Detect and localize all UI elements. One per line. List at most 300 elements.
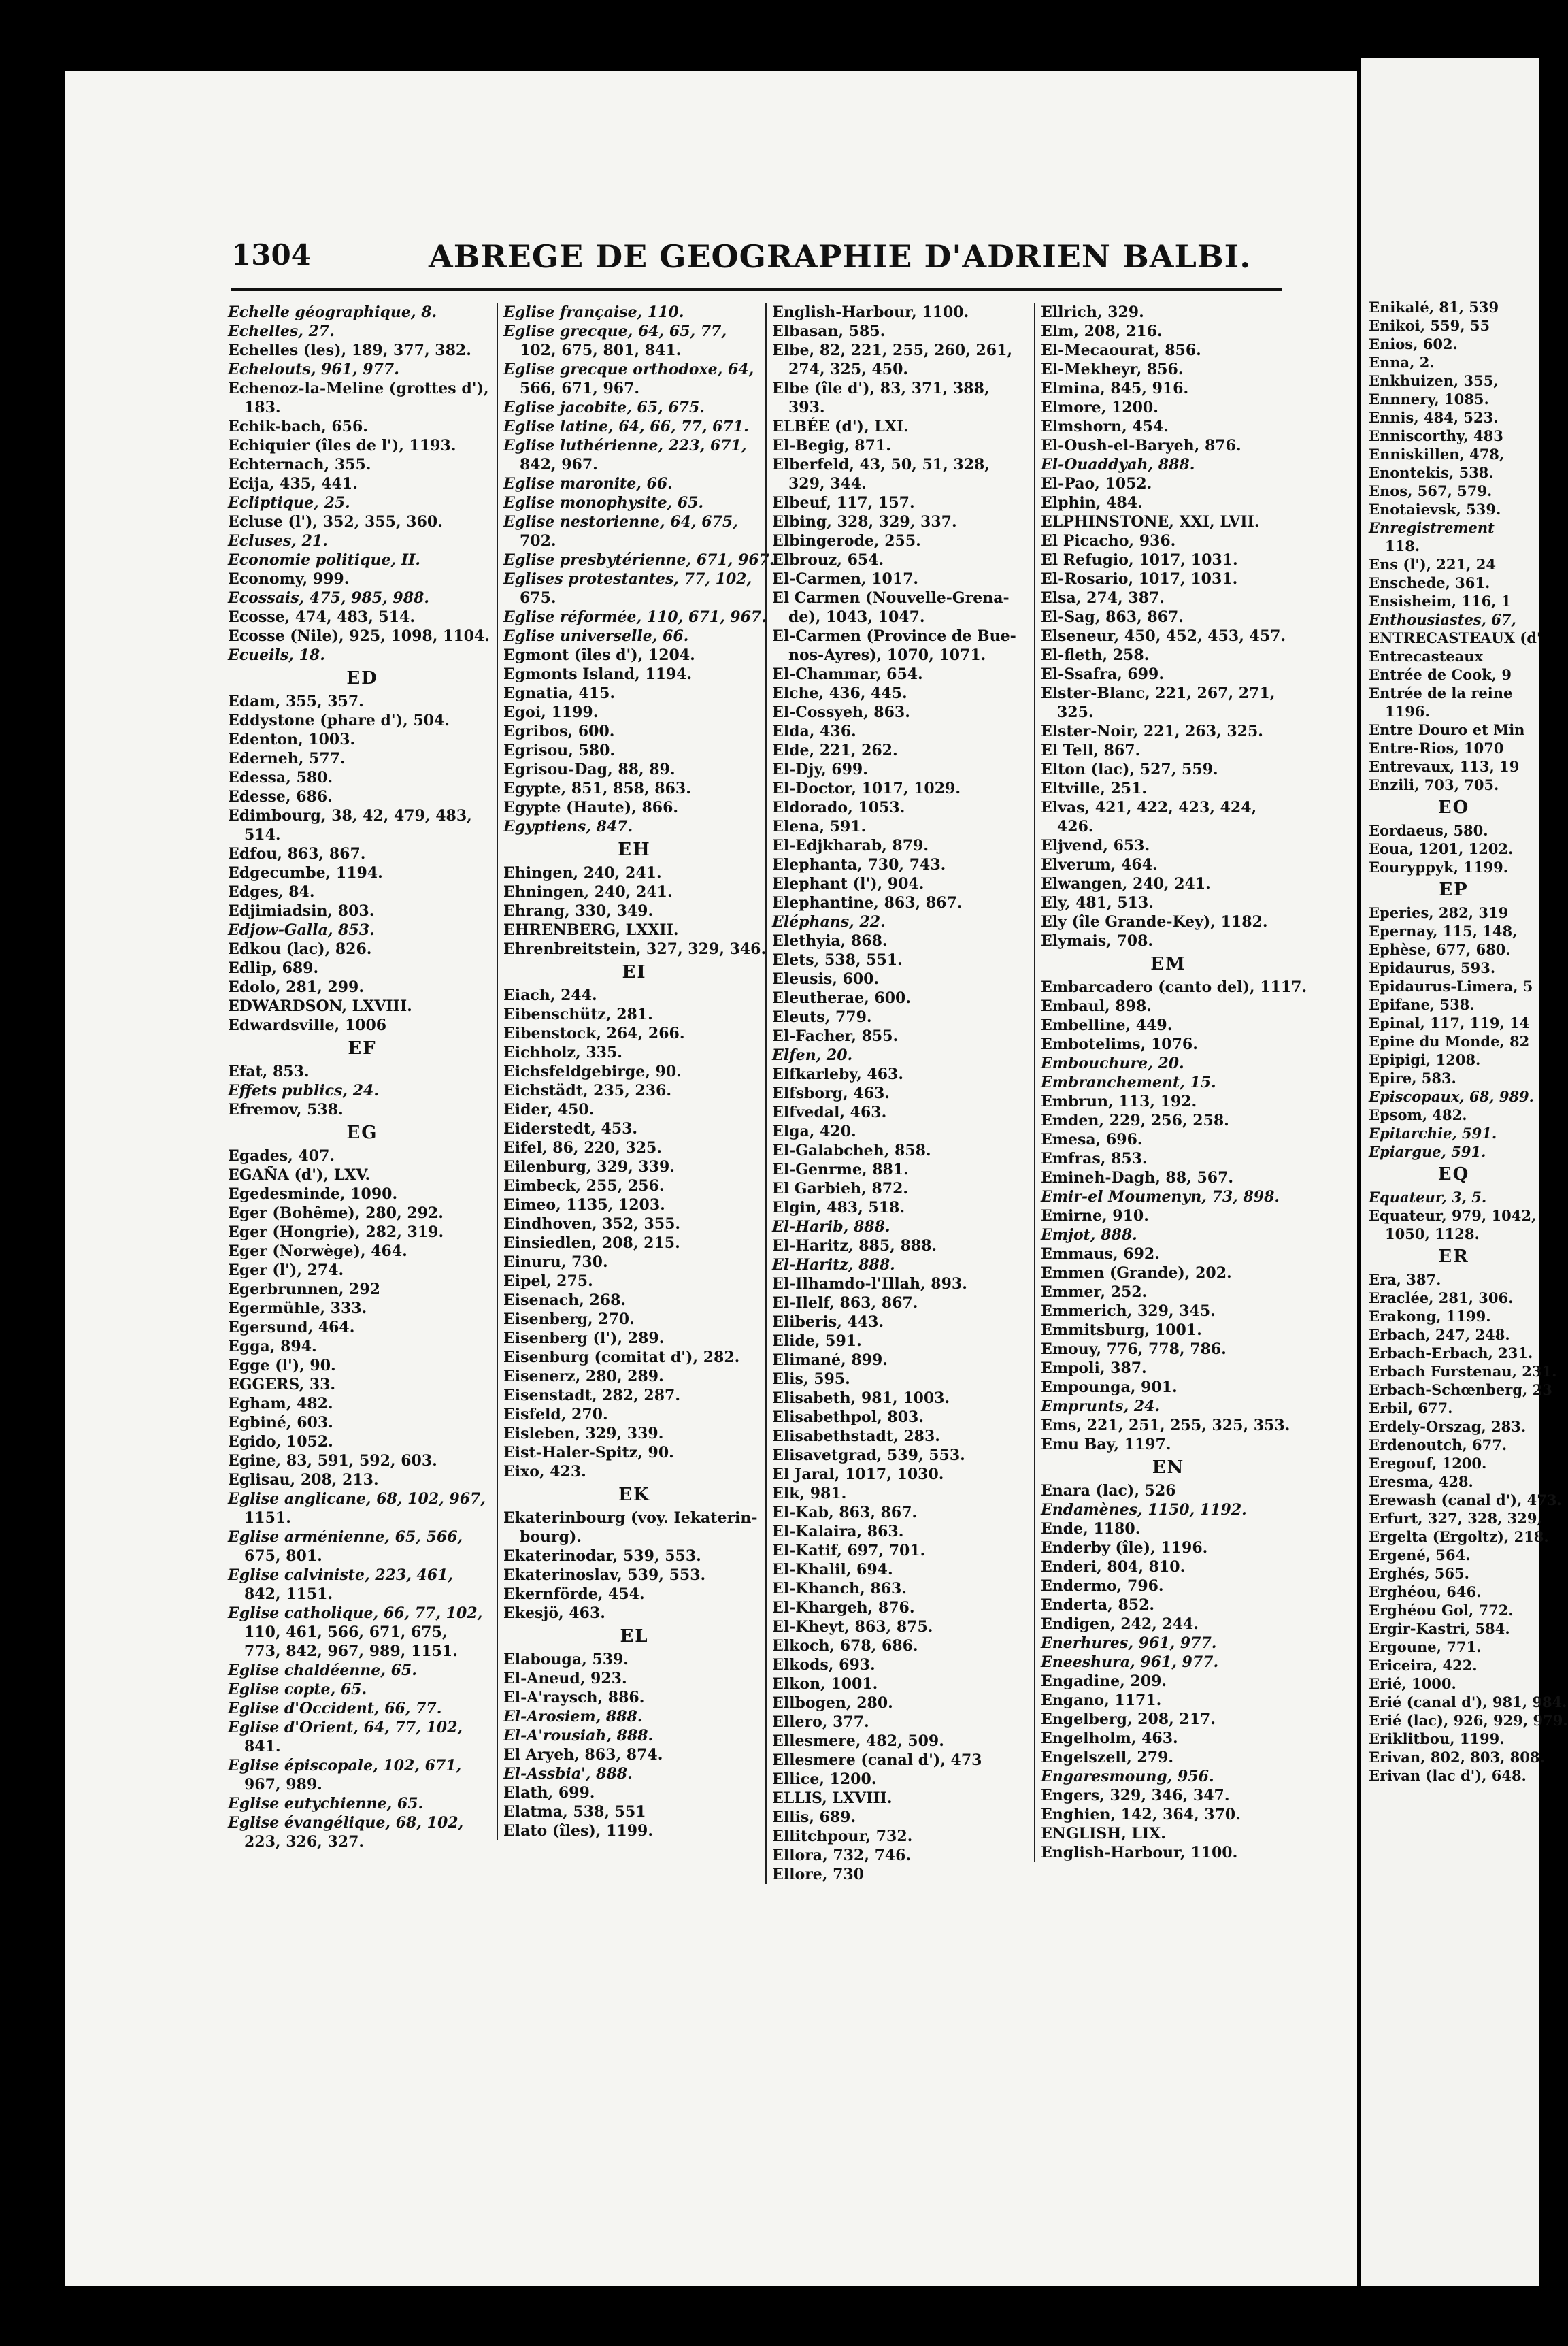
index-entry: Eglises protestantes, 77, 102, (503, 570, 752, 588)
index-entry: Entrecasteaux (1369, 648, 1484, 665)
index-entry: 183. (244, 399, 281, 416)
index-entry: Einuru, 730. (503, 1253, 608, 1271)
index-entry: Elato (îles), 1199. (503, 1822, 653, 1840)
index-column-1 (228, 303, 497, 1851)
index-entry: English-Harbour, 1100. (1041, 1844, 1238, 1862)
index-entry: Elbasan, 585. (772, 323, 886, 340)
index-entry: Edam, 355, 357. (228, 693, 364, 710)
index-entry: Erbach Furstenau, 231. (1369, 1363, 1557, 1380)
index-entry: Egades, 407. (228, 1147, 335, 1165)
index-entry: Enna, 2. (1369, 354, 1435, 371)
index-entry: Enniskillen, 478, (1369, 446, 1505, 463)
index-entry: Eglise presbytérienne, 671, 967. (503, 551, 775, 569)
index-entry: Eimbeck, 255, 256. (503, 1177, 665, 1195)
index-entry: Eleuts, 779. (772, 1008, 872, 1026)
index-entry: Einsiedlen, 208, 215. (503, 1234, 680, 1252)
index-entry: Elephantine, 863, 867. (772, 894, 963, 912)
index-entry: El Jaral, 1017, 1030. (772, 1466, 944, 1483)
header-rule (231, 288, 1282, 291)
index-entry: 110, 461, 566, 671, 675, (244, 1623, 448, 1641)
index-entry: English-Harbour, 1100. (772, 303, 969, 321)
index-entry: Ecluses, 21. (228, 532, 328, 550)
index-entry: Elatma, 538, 551 (503, 1803, 646, 1821)
index-entry: Ems, 221, 251, 255, 325, 353. (1041, 1417, 1290, 1434)
index-entry: Echelouts, 961, 977. (228, 361, 399, 378)
index-entry: Elbe, 82, 221, 255, 260, 261, (772, 342, 1013, 359)
index-entry: Edgecumbe, 1194. (228, 864, 383, 882)
index-entry: Eglise d'Orient, 64, 77, 102, (228, 1719, 463, 1736)
index-entry: Ensisheim, 116, 1 (1369, 593, 1512, 610)
index-entry: Erewash (canal d'), 473. (1369, 1491, 1562, 1508)
index-entry: Ederneh, 577. (228, 750, 346, 767)
index-entry: El-Aneud, 923. (503, 1670, 627, 1687)
index-entry: Eglise grecque orthodoxe, 64, (503, 361, 754, 378)
index-entry: Ephèse, 677, 680. (1369, 941, 1511, 958)
index-entry: 702. (520, 532, 556, 550)
index-entry: 426. (1057, 818, 1094, 836)
index-entry: Ergoune, 771. (1369, 1638, 1482, 1655)
index-entry: 1151. (244, 1509, 291, 1527)
index-entry: Enschede, 361. (1369, 574, 1490, 591)
index-entry: El-Mecaourat, 856. (1041, 342, 1201, 359)
index-entry: El-Haritz, 888. (772, 1256, 895, 1274)
index-entry: Eglise luthérienne, 223, 671, (503, 437, 747, 455)
index-entry: Eger (Bohême), 280, 292. (228, 1204, 444, 1222)
index-entry: Eoua, 1201, 1202. (1369, 840, 1514, 857)
index-entry: Elephanta, 730, 743. (772, 856, 946, 874)
index-entry: Echenoz-la-Meline (grottes d'), (228, 380, 489, 397)
index-entry: Eleusis, 600. (772, 970, 880, 988)
index-entry: El-Carmen, 1017. (772, 570, 919, 588)
index-entry: Erbil, 677. (1369, 1400, 1453, 1417)
index-entry: Elfvedal, 463. (772, 1104, 887, 1121)
index-entry: ELPHINSTONE, XXI, LVII. (1041, 513, 1260, 531)
index-entry: Eisleben, 329, 339. (503, 1425, 664, 1442)
index-entry: Echelles, 27. (228, 323, 335, 340)
index-entry: Elisabethstadt, 283. (772, 1427, 940, 1445)
index-entry: Emmerich, 329, 345. (1041, 1302, 1216, 1320)
index-entry: El-Oush-el-Baryeh, 876. (1041, 437, 1241, 455)
index-entry: El-Djy, 699. (772, 761, 868, 778)
index-entry: Eimeo, 1135, 1203. (503, 1196, 665, 1214)
index-entry: Emden, 229, 256, 258. (1041, 1112, 1229, 1129)
index-entry: El-Ouaddyah, 888. (1041, 456, 1195, 474)
index-entry: Egerbrunnen, 292 (228, 1281, 380, 1298)
index-entry: El-Haritz, 885, 888. (772, 1237, 937, 1255)
index-entry: Eger (l'), 274. (228, 1261, 344, 1279)
index-entry: Eisenerz, 280, 289. (503, 1368, 664, 1385)
index-entry: Enikoi, 559, 55 (1369, 317, 1490, 334)
index-entry: Elwangen, 240, 241. (1041, 875, 1211, 893)
index-entry: Ellbogen, 280. (772, 1694, 893, 1712)
index-entry: Eifel, 86, 220, 325. (503, 1139, 663, 1157)
index-entry: Eglise grecque, 64, 65, 77, (503, 323, 727, 340)
index-entry: Enontekis, 538. (1369, 464, 1494, 481)
section-letter-heading: EL (620, 1626, 649, 1647)
index-entry: Elephant (l'), 904. (772, 875, 924, 893)
index-entry: Engelholm, 463. (1041, 1730, 1178, 1747)
index-entry: Ecliptique, 25. (228, 494, 350, 512)
index-entry: El-Ilhamdo-l'Illah, 893. (772, 1275, 967, 1293)
index-entry: Elethyia, 868. (772, 932, 888, 950)
index-entry: El-Rosario, 1017, 1031. (1041, 570, 1238, 588)
index-entry: Eleutherae, 600. (772, 989, 912, 1007)
index-entry: Efat, 853. (228, 1063, 310, 1080)
index-entry: Ellis, 689. (772, 1808, 856, 1826)
index-entry: 842, 1151. (244, 1585, 333, 1603)
index-entry: Eindhoven, 352, 355. (503, 1215, 681, 1233)
index-entry: Elfen, 20. (772, 1046, 853, 1064)
index-entry: Efremov, 538. (228, 1101, 344, 1119)
index-entry: Enniscorthy, 483 (1369, 427, 1503, 444)
index-entry: Equateur, 979, 1042, (1369, 1207, 1537, 1224)
index-entry: Ekesjö, 463. (503, 1604, 605, 1622)
index-entry: Empounga, 901. (1041, 1378, 1178, 1396)
index-entry: Eliberis, 443. (772, 1313, 884, 1331)
index-entry: Edesse, 686. (228, 788, 333, 806)
index-entry: El-Genrme, 881. (772, 1161, 909, 1178)
index-entry: Epidaurus-Limera, 5 (1369, 978, 1533, 995)
index-entry: El-Kalaira, 863. (772, 1523, 904, 1540)
index-entry: Erié (lac), 926, 929, 979. (1369, 1712, 1568, 1729)
index-entry: Ecosse, 474, 483, 514. (228, 608, 415, 626)
index-entry: Edimbourg, 38, 42, 479, 483, (228, 807, 472, 825)
index-entry: Erié (canal d'), 981, 984. (1369, 1694, 1567, 1711)
index-entry: Empoli, 387. (1041, 1359, 1147, 1377)
index-entry: Eisenach, 268. (503, 1291, 627, 1309)
index-entry: Elberfeld, 43, 50, 51, 328, (772, 456, 990, 474)
section-letter-heading: EM (1150, 954, 1186, 974)
index-entry: Entre-Rios, 1070 (1369, 740, 1504, 757)
index-entry: Eregouf, 1200. (1369, 1455, 1487, 1472)
index-entry: El-fleth, 258. (1041, 646, 1150, 664)
index-entry: Ehrang, 330, 349. (503, 902, 654, 920)
index-entry: Egyptiens, 847. (503, 818, 633, 836)
index-entry: Elis, 595. (772, 1370, 850, 1388)
index-entry: Emmer, 252. (1041, 1283, 1148, 1301)
index-entry: Eiderstedt, 453. (503, 1120, 638, 1138)
index-entry: Elgin, 483, 518. (772, 1199, 905, 1217)
index-entry: Epifane, 538. (1369, 996, 1475, 1013)
index-entry: Elster-Blanc, 221, 267, 271, (1041, 684, 1275, 702)
index-entry: Echelles (les), 189, 377, 382. (228, 342, 471, 359)
index-entry: EGAÑA (d'), LXV. (228, 1166, 371, 1184)
index-entry: 393. (788, 399, 825, 416)
index-entry: El Tell, 867. (1041, 742, 1141, 759)
index-entry: Engadine, 209. (1041, 1672, 1167, 1690)
index-entry: Engers, 329, 346, 347. (1041, 1787, 1230, 1804)
index-entry: Elmshorn, 454. (1041, 418, 1169, 435)
index-entry: Erakong, 1199. (1369, 1308, 1491, 1325)
index-column-5 (1369, 298, 1568, 1785)
index-entry: Edges, 84. (228, 883, 315, 901)
index-entry: Ellesmere, 482, 509. (772, 1732, 944, 1750)
index-entry: Eglise épiscopale, 102, 671, (228, 1757, 462, 1774)
index-entry: Eljvend, 653. (1041, 837, 1150, 855)
index-entry: Elfsborg, 463. (772, 1085, 890, 1102)
index-entry: Elseneur, 450, 452, 453, 457. (1041, 627, 1286, 645)
index-entry: ENTRECASTEAUX (d' (1369, 629, 1541, 646)
index-entry: Eisenberg (l'), 289. (503, 1329, 665, 1347)
index-entry: Enderta, 852. (1041, 1596, 1155, 1614)
index-entry: 967, 989. (244, 1776, 322, 1794)
index-entry: Ehingen, 240, 241. (503, 864, 662, 882)
index-entry: Emmaus, 692. (1041, 1245, 1160, 1263)
index-entry: Ely, 481, 513. (1041, 894, 1154, 912)
index-entry: Emouy, 776, 778, 786. (1041, 1340, 1227, 1358)
index-entry: Eisenberg, 270. (503, 1310, 635, 1328)
index-entry: El-Ssafra, 699. (1041, 665, 1164, 683)
index-entry: Eldorado, 1053. (772, 799, 905, 816)
index-entry: Edfou, 863, 867. (228, 845, 366, 863)
index-entry: Erivan (lac d'), 648. (1369, 1767, 1527, 1784)
index-entry: Egnatia, 415. (503, 684, 616, 702)
index-entry: Elide, 591. (772, 1332, 862, 1350)
index-entry: Ergelta (Ergoltz), 218. (1369, 1528, 1549, 1545)
index-entry: El-Mekheyr, 856. (1041, 361, 1184, 378)
index-entry: Ely (île Grande-Key), 1182. (1041, 913, 1268, 931)
index-entry: Eglise catholique, 66, 77, 102, (228, 1604, 483, 1622)
index-entry: Ericeira, 422. (1369, 1657, 1478, 1674)
index-entry: Erivan, 802, 803, 808. (1369, 1749, 1545, 1766)
index-entry: Elde, 221, 262. (772, 742, 898, 759)
index-entry: Egypte (Haute), 866. (503, 799, 679, 816)
index-entry: Eltville, 251. (1041, 780, 1148, 797)
index-entry: 102, 675, 801, 841. (520, 342, 682, 359)
index-entry: Ellesmere (canal d'), 473 (772, 1751, 982, 1769)
index-entry: Eisfeld, 270. (503, 1406, 608, 1423)
index-entry: Edenton, 1003. (228, 731, 356, 748)
section-letter-heading: EN (1152, 1457, 1185, 1478)
index-entry: 514. (244, 826, 281, 844)
index-entry: Embotelims, 1076. (1041, 1036, 1198, 1053)
index-entry: Echelle géographique, 8. (228, 303, 437, 321)
index-entry: Engelszell, 279. (1041, 1749, 1173, 1766)
index-entry: Emesa, 696. (1041, 1131, 1143, 1149)
index-entry: Enderby (île), 1196. (1041, 1539, 1208, 1557)
index-entry: Emfras, 853. (1041, 1150, 1148, 1168)
index-entry: Eipel, 275. (503, 1272, 593, 1290)
index-entry: Embranchement, 15. (1041, 1074, 1216, 1091)
index-entry: El-Cossyeh, 863. (772, 704, 910, 721)
index-entry: El-Kab, 863, 867. (772, 1504, 918, 1521)
index-entry: Ecossais, 475, 985, 988. (228, 589, 429, 607)
index-entry: El-Harib, 888. (772, 1218, 890, 1236)
index-entry: Engaresmoung, 956. (1041, 1768, 1214, 1785)
index-entry: Eger (Norwège), 464. (228, 1242, 407, 1260)
index-entry: Embrun, 113, 192. (1041, 1093, 1197, 1110)
index-entry: El-Doctor, 1017, 1029. (772, 780, 961, 797)
index-entry: Enthousiastes, 67, (1369, 611, 1516, 628)
index-entry: Eouryppyk, 1199. (1369, 859, 1509, 876)
index-entry: Elster-Noir, 221, 263, 325. (1041, 723, 1263, 740)
index-entry: Eichstädt, 235, 236. (503, 1082, 672, 1100)
page-number: 1304 (231, 238, 311, 271)
index-entry: Embouchure, 20. (1041, 1055, 1184, 1072)
index-entry: Eglise anglicane, 68, 102, 967, (228, 1490, 486, 1508)
index-entry: Emirne, 910. (1041, 1207, 1149, 1225)
index-entry: El-Galabcheh, 858. (772, 1142, 931, 1159)
section-letter-heading: ED (346, 668, 378, 689)
index-entry: Ellora, 732, 746. (772, 1847, 912, 1864)
index-entry: Epiargue, 591. (1369, 1143, 1486, 1160)
index-entry: Elena, 591. (772, 818, 867, 836)
index-entry: Ende, 1180. (1041, 1520, 1141, 1538)
index-entry: Elets, 538, 551. (772, 951, 903, 969)
index-entry: El Carmen (Nouvelle-Grena- (772, 589, 1010, 607)
index-entry: Eglise jacobite, 65, 675. (503, 399, 705, 416)
index-entry: Eresma, 428. (1369, 1473, 1473, 1490)
index-entry: Echternach, 355. (228, 456, 371, 474)
index-entry: Elabouga, 539. (503, 1651, 629, 1668)
index-entry: Eilenburg, 329, 339. (503, 1158, 675, 1176)
index-entry: Engelberg, 208, 217. (1041, 1711, 1216, 1728)
index-entry: El-Assbia', 888. (503, 1765, 633, 1783)
index-entry: Eisenstadt, 282, 287. (503, 1387, 680, 1404)
index-entry: El-Katif, 697, 701. (772, 1542, 926, 1559)
index-entry: Elisavetgrad, 539, 553. (772, 1447, 965, 1464)
index-entry: Edwardsville, 1006 (228, 1017, 387, 1034)
index-entry: Elbe (île d'), 83, 371, 388, (772, 380, 990, 397)
index-entry: ELBÉE (d'), LXI. (772, 418, 909, 435)
index-entry: Enios, 602. (1369, 335, 1458, 352)
index-entry: Enghien, 142, 364, 370. (1041, 1806, 1241, 1823)
index-entry: Egrisou, 580. (503, 742, 616, 759)
index-column-3 (765, 303, 1034, 1884)
index-entry: Elath, 699. (503, 1784, 595, 1802)
index-entry: Eglise universelle, 66. (503, 627, 689, 645)
index-entry: 566, 671, 967. (520, 380, 640, 397)
index-entry: Eibenstock, 264, 266. (503, 1025, 685, 1042)
index-entry: Elda, 436. (772, 723, 856, 740)
index-entry: Egedesminde, 1090. (228, 1185, 398, 1203)
index-entry: Embelline, 449. (1041, 1017, 1173, 1034)
index-entry: El-Chammar, 654. (772, 665, 923, 683)
index-entry: Ecueils, 18. (228, 646, 325, 664)
index-entry: EHRENBERG, LXXII. (503, 921, 679, 939)
index-entry: 773, 842, 967, 989, 1151. (244, 1642, 458, 1660)
section-letter-heading: EK (618, 1485, 650, 1505)
index-entry: Enzili, 703, 705. (1369, 776, 1499, 793)
index-entry: Epinal, 117, 119, 14 (1369, 1014, 1530, 1031)
index-entry: El Refugio, 1017, 1031. (1041, 551, 1238, 569)
index-entry: Egoi, 1199. (503, 704, 599, 721)
index-entry: Ekaterinbourg (voy. Iekaterin- (503, 1509, 758, 1527)
index-entry: Egge (l'), 90. (228, 1357, 336, 1374)
index-entry: Elisabethpol, 803. (772, 1408, 924, 1426)
index-entry: El-Sag, 863, 867. (1041, 608, 1184, 626)
index-entry: Elisabeth, 981, 1003. (772, 1389, 950, 1407)
index-entry: Epipigi, 1208. (1369, 1051, 1481, 1068)
index-entry: Edessa, 580. (228, 769, 333, 787)
index-entry: Ellitchpour, 732. (772, 1828, 913, 1845)
index-entry: Ehrenbreitstein, 327, 329, 346. (503, 940, 767, 958)
index-entry: 329, 344. (788, 475, 867, 493)
index-entry: Eglise d'Occident, 66, 77. (228, 1700, 442, 1717)
index-entry: Entre Douro et Min (1369, 721, 1525, 738)
index-entry: Enara (lac), 526 (1041, 1482, 1176, 1500)
index-entry: El-Ilelf, 863, 867. (772, 1294, 918, 1312)
index-entry: Elkoch, 678, 686. (772, 1637, 918, 1655)
index-entry: Elfkarleby, 463. (772, 1065, 903, 1083)
index-entry: Entrée de la reine (1369, 684, 1513, 701)
section-letter-heading: EP (1439, 880, 1469, 900)
page-title: ABREGE DE GEOGRAPHIE D'ADRIEN BALBI. (429, 238, 1252, 275)
index-entry: Egido, 1052. (228, 1433, 333, 1451)
index-entry: Erbach, 247, 248. (1369, 1326, 1510, 1343)
index-entry: bourg). (520, 1528, 582, 1546)
index-entry: Eider, 450. (503, 1101, 595, 1119)
index-entry: Erghéou Gol, 772. (1369, 1602, 1514, 1619)
index-entry: Echiquier (îles de l'), 1193. (228, 437, 456, 455)
index-entry: Erghéou, 646. (1369, 1583, 1482, 1600)
index-entry: Emmen (Grande), 202. (1041, 1264, 1232, 1282)
index-entry: ENGLISH, LIX. (1041, 1825, 1166, 1843)
index-entry: Elmore, 1200. (1041, 399, 1158, 416)
index-entry: Eddystone (phare d'), 504. (228, 712, 450, 729)
index-entry: Ennis, 484, 523. (1369, 409, 1499, 426)
index-entry: Ekernförde, 454. (503, 1585, 645, 1603)
index-entry: Egine, 83, 591, 592, 603. (228, 1452, 437, 1470)
index-entry: Erdely-Orszag, 283. (1369, 1418, 1527, 1435)
index-entry: Enregistrement (1369, 519, 1495, 536)
index-entry: Eglisau, 208, 213. (228, 1471, 379, 1489)
index-entry: El Picacho, 936. (1041, 532, 1176, 550)
index-entry: Elimané, 899. (772, 1351, 888, 1369)
index-entry: 841. (244, 1738, 281, 1755)
index-entry: Enderi, 804, 810. (1041, 1558, 1186, 1576)
index-entry: Eichholz, 335. (503, 1044, 622, 1061)
index-entry: Edlip, 689. (228, 959, 319, 977)
index-entry: Echik-bach, 656. (228, 418, 368, 435)
index-entry: El-A'rousiah, 888. (503, 1727, 654, 1745)
index-entry: Elk, 981. (772, 1485, 847, 1502)
index-entry: Elverum, 464. (1041, 856, 1158, 874)
index-entry: Epitarchie, 591. (1369, 1125, 1497, 1142)
index-entry: Engano, 1171. (1041, 1691, 1162, 1709)
index-entry: Eglise monophysite, 65. (503, 494, 704, 512)
index-entry: Endamènes, 1150, 1192. (1041, 1501, 1247, 1519)
index-entry: Eperies, 282, 319 (1369, 904, 1509, 921)
section-letter-heading: EO (1437, 797, 1470, 818)
page-header (231, 238, 1497, 279)
index-entry: Eglise nestorienne, 64, 675, (503, 513, 738, 531)
index-entry: Epidaurus, 593. (1369, 959, 1496, 976)
index-entry: Ennnery, 1085. (1369, 391, 1489, 408)
index-entry: Egham, 482. (228, 1395, 333, 1412)
index-entry: Elbrouz, 654. (772, 551, 884, 569)
index-entry: Eglise latine, 64, 66, 77, 671. (503, 418, 749, 435)
index-entry: Elga, 420. (772, 1123, 856, 1140)
section-letter-heading: ER (1438, 1246, 1469, 1267)
index-entry: Ellice, 1200. (772, 1770, 877, 1788)
index-entry: de), 1043, 1047. (788, 608, 925, 626)
index-entry: Erbach-Schœnberg, 23 (1369, 1381, 1552, 1398)
index-entry: Egermühle, 333. (228, 1300, 367, 1317)
index-entry: Eiach, 244. (503, 987, 597, 1004)
index-entry: Eraclée, 281, 306. (1369, 1289, 1514, 1306)
index-entry: El-Arosiem, 888. (503, 1708, 643, 1725)
index-entry: Eglise maronite, 66. (503, 475, 673, 493)
index-entry: Epire, 583. (1369, 1070, 1456, 1087)
index-entry: EDWARDSON, LXVIII. (228, 997, 412, 1015)
index-entry: Equateur, 3, 5. (1369, 1189, 1487, 1206)
index-entry: Egersund, 464. (228, 1319, 355, 1336)
index-entry: Eglise évangélique, 68, 102, (228, 1814, 464, 1832)
index-entry: Egbiné, 603. (228, 1414, 333, 1432)
index-entry: Ekaterinoslav, 539, 553. (503, 1566, 706, 1584)
index-entry: Emineh-Dagh, 88, 567. (1041, 1169, 1234, 1187)
